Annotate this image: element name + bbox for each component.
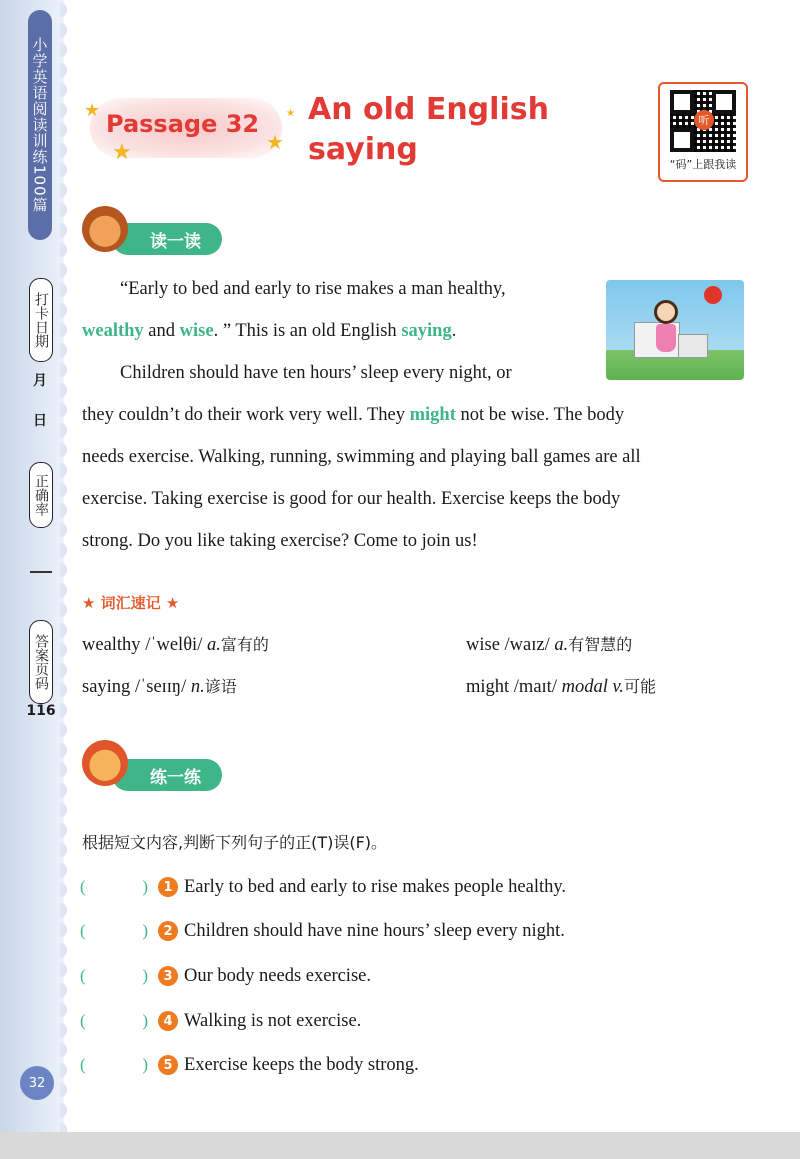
passage-title [308, 90, 549, 170]
girl-head-icon [654, 300, 678, 324]
vocab-word: wealthy [82, 635, 141, 655]
series-title: 小学英语阅读训练100篇 [28, 10, 52, 240]
paren-close: ) [142, 1055, 148, 1074]
star-icon: ★ [112, 140, 132, 165]
vocab-title: ★ 词汇速记 ★ [82, 594, 180, 612]
sidebar-scallop-edge [60, 0, 74, 1132]
paren-open: ( [80, 1055, 86, 1074]
text: . [451, 321, 457, 341]
lion-mascot-icon [82, 740, 128, 786]
vocab-ipa: /maɪt/ [509, 677, 562, 697]
question-text: Early to bed and early to rise makes people healthy. [184, 876, 567, 897]
passage-number: Passage 32 [106, 110, 260, 138]
scan-bottom-edge [0, 1132, 800, 1159]
accuracy-blank-line [30, 571, 52, 573]
vocab-pos: a. [554, 635, 569, 655]
qr-finder-icon [670, 128, 694, 152]
paren-close: ) [142, 921, 148, 940]
question-number: 2 [158, 921, 178, 941]
question-row [80, 1006, 361, 1036]
vocab-item [82, 632, 269, 656]
question-text: Children should have nine hours’ sleep every night. [184, 920, 565, 941]
paren-open: ( [80, 877, 86, 896]
paren-close: ) [142, 966, 148, 985]
qr-code-box[interactable] [658, 82, 748, 182]
text: not be wise. The body [455, 405, 625, 425]
accuracy-label: 正确率 [29, 462, 53, 528]
question-row [80, 916, 565, 946]
title-line-1: An old English [308, 92, 549, 127]
qr-finder-icon [670, 90, 694, 114]
qr-code-icon [670, 90, 736, 152]
qr-finder-icon [712, 90, 736, 114]
question-number: 3 [158, 966, 178, 986]
paren-close: ) [142, 1011, 148, 1030]
checkin-date-label: 打卡日期 [29, 278, 53, 362]
vocab-ipa: /waɪz/ [499, 635, 555, 655]
question-number: 4 [158, 1011, 178, 1031]
vocab-pos: modal v. [561, 677, 624, 697]
month-label: 月 [33, 373, 47, 389]
answer-blank[interactable] [80, 1055, 158, 1075]
keyword: wise [179, 321, 214, 341]
keyword: saying [401, 321, 452, 341]
vocab-ipa: /ˈwelθi/ [140, 635, 207, 655]
question-row [80, 961, 371, 991]
vocab-ipa: /ˈseɪɪŋ/ [130, 677, 191, 697]
question-row [80, 1050, 419, 1080]
paren-open: ( [80, 1011, 86, 1030]
paragraph-1-line-1: “Early to bed and early to rise makes a man healthy, [120, 279, 506, 299]
page-number: 32 [28, 1075, 46, 1091]
star-icon: ★ [266, 130, 284, 154]
vocab-word: might [466, 677, 510, 697]
answer-page-label: 答案页码 [29, 620, 53, 704]
qr-caption: “码”上跟我读 [669, 158, 737, 171]
vocab-word: wise [466, 635, 500, 655]
question-text: Exercise keeps the body strong. [184, 1054, 419, 1075]
exercise-instruction: 根据短文内容,判断下列句子的正(T)误(F)。 [82, 833, 388, 852]
text: they couldn’t do their work very well. They [82, 405, 410, 425]
question-number: 5 [158, 1055, 178, 1075]
answer-blank[interactable] [80, 966, 158, 986]
practice-section-header: 练一练 [112, 759, 222, 791]
vocab-item [466, 674, 656, 698]
read-section-header: 读一读 [112, 223, 222, 255]
question-text: Walking is not exercise. [184, 1010, 362, 1031]
keyword: wealthy [82, 321, 144, 341]
page-number-paw-icon [20, 1066, 54, 1100]
text: and [143, 321, 180, 341]
answer-blank[interactable] [80, 921, 158, 941]
answer-blank[interactable] [80, 877, 158, 897]
girl-body-icon [656, 324, 676, 352]
vocab-meaning: 有智慧的 [568, 635, 633, 654]
paragraph-2-line-4: exercise. Taking exercise is good for our health. Exercise keeps the body [82, 489, 621, 509]
question-text: Our body needs exercise. [184, 965, 371, 986]
question-row [80, 872, 566, 902]
hedgehog-mascot-icon [82, 206, 128, 252]
vocab-meaning: 谚语 [204, 677, 237, 696]
listen-icon: 听 [694, 110, 714, 130]
sun-icon [704, 286, 722, 304]
paragraph-2-line-5: strong. Do you like taking exercise? Come to join us! [82, 531, 478, 551]
vocab-pos: n. [190, 677, 205, 697]
answer-blank[interactable] [80, 1011, 158, 1031]
paragraph-2-line-1: Children should have ten hours’ sleep every night, or [120, 363, 512, 383]
day-label: 日 [33, 413, 47, 429]
vocab-meaning: 可能 [623, 677, 656, 696]
question-number: 1 [158, 877, 178, 897]
vocab-meaning: 富有的 [220, 635, 269, 654]
girl-exercising-illustration [606, 280, 744, 380]
vocab-pos: a. [206, 635, 221, 655]
vocab-item [82, 674, 237, 698]
building-icon [678, 334, 708, 358]
paren-open: ( [80, 966, 86, 985]
vocab-word: saying [82, 677, 131, 697]
keyword: might [409, 405, 456, 425]
paragraph-2-line-2 [82, 394, 624, 436]
vocab-item [466, 632, 632, 656]
star-icon: ★ [84, 100, 101, 121]
paragraph-1-line-2 [82, 310, 456, 352]
paragraph-2-line-3: needs exercise. Walking, running, swimming and playing ball games are all [82, 447, 641, 467]
answer-page-number: 116 [26, 703, 56, 719]
star-icon: ★ [286, 108, 295, 119]
text: . ” This is an old English [213, 321, 402, 341]
paren-close: ) [142, 877, 148, 896]
paren-open: ( [80, 921, 86, 940]
title-line-2: saying [308, 132, 418, 167]
